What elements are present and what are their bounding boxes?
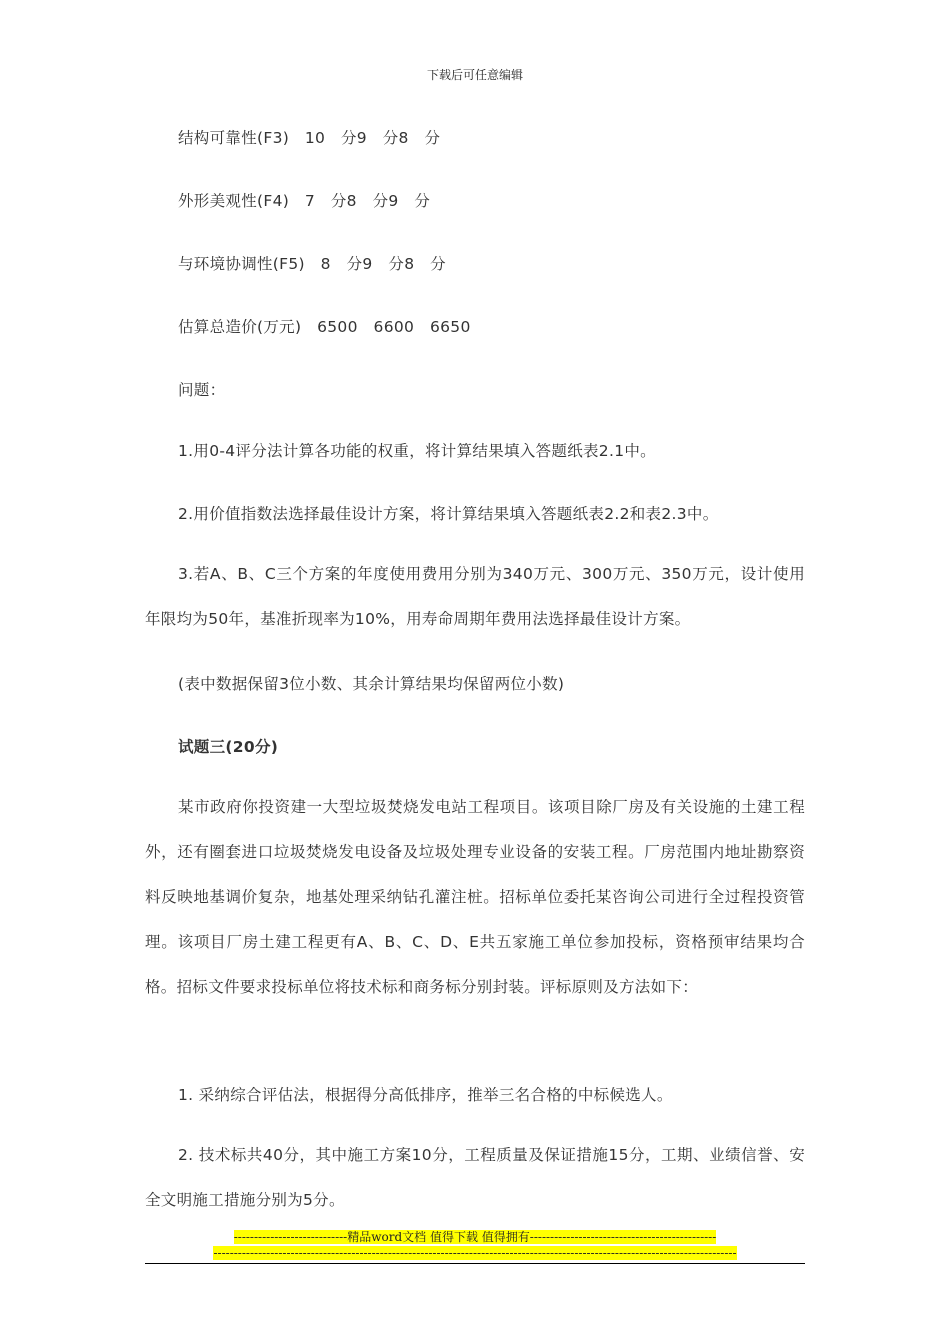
question-2: 2.用价值指数法选择最佳设计方案，将计算结果填入答题纸表2.2和表2.3中。 [178, 505, 719, 523]
criteria-item-1: 1. 采纳综合评估法，根据得分高低排序，推举三名合格的中标候选人。 [178, 1086, 673, 1104]
table-row-cost: 估算总造价(万元) 6500 6600 6650 [178, 318, 471, 336]
questions-heading: 问题： [178, 381, 226, 399]
table-row-f4: 外形美观性(F4) 7 分8 分9 分 [178, 192, 431, 210]
table-row-f3: 结构可靠性(F3) 10 分9 分8 分 [178, 129, 441, 147]
footer-dashes [0, 1245, 950, 1261]
criteria-item-2: 2. 技术标共40分，其中施工方案10分，工程质量及保证措施15分，工期、业绩信誉、安全文明施工措施分别为5分。 [145, 1146, 805, 1209]
section-title: 试题三(20分) [178, 738, 279, 756]
question-1: 1.用0-4评分法计算各功能的权重，将计算结果填入答题纸表2.1中。 [178, 442, 656, 460]
section-intro: 某市政府你投资建一大型垃圾焚烧发电站工程项目。该项目除厂房及有关设施的土建工程外，还有圈套进口垃圾焚烧发电设备及垃圾处理专业设备的安装工程。厂房范围内地址勘察资料反映地基调价复杂，地基处理采纳钻孔灌注桩。招标单位委托某咨询公司进行全过程投资管理。该项目厂房土建工程更有A、B、C、D、E共五家施工单位参加投标，资格预审结果均合格。招标文件要求投标单位将技术标和商务标分别封装。评标原则及方法如下： [145, 798, 805, 996]
footer-banner-line-1: ----------------------------精品word文档 值得下载 值得拥有---------------------------------------------- [233, 1230, 717, 1244]
page-header: 下载后可任意编辑 [426, 68, 523, 82]
rounding-note: (表中数据保留3位小数、其余计算结果均保留两位小数) [178, 675, 565, 693]
table-row-f5: 与环境协调性(F5) 8 分9 分8 分 [178, 255, 446, 273]
footer-banner [0, 1229, 950, 1245]
footer-rule [145, 1263, 805, 1264]
footer-banner-line-2: --------------------------------------------------------------------------------------------------------------------------------- [213, 1246, 737, 1260]
question-3: 3.若A、B、C三个方案的年度使用费用分别为340万元、300万元、350万元，设计使用年限均为50年，基准折现率为10%，用寿命周期年费用法选择最佳设计方案。 [145, 565, 805, 628]
